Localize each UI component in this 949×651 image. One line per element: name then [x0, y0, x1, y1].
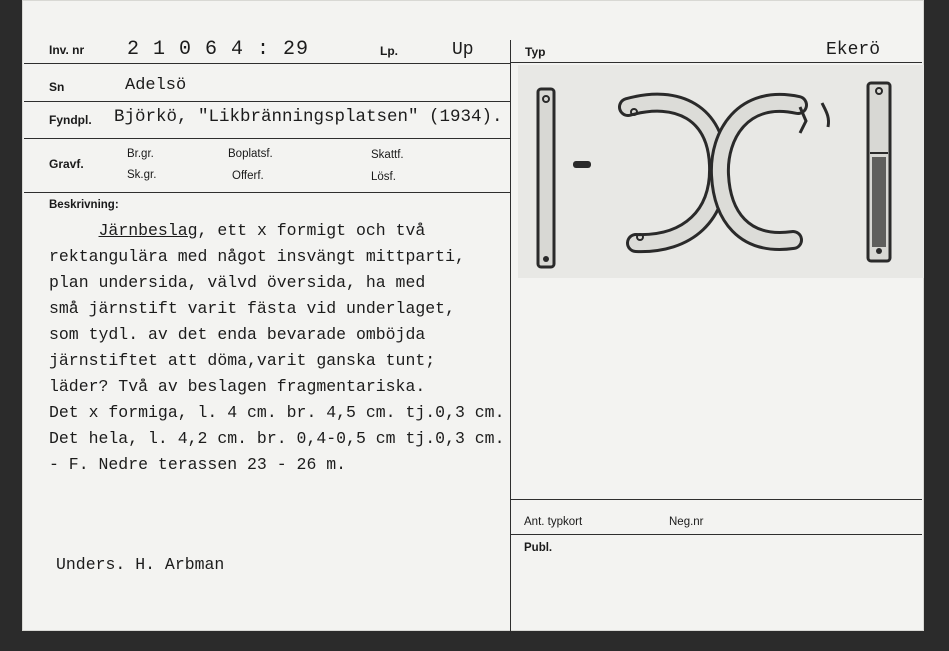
artifact-photo	[518, 65, 924, 278]
fyndpl-value: Björkö, "Likbränningsplatsen" (1934).	[114, 107, 503, 127]
description-line: som tydl. av det enda bevarade omböjda	[49, 325, 426, 344]
rule-fyndpl	[24, 138, 510, 139]
iron-fittings-drawing	[518, 65, 924, 278]
inv-nr-label: Inv. nr	[49, 43, 85, 57]
sn-label: Sn	[49, 80, 65, 94]
gravf-label: Gravf.	[49, 157, 84, 171]
offerf-label: Offerf.	[232, 170, 264, 182]
losf-label: Lösf.	[371, 171, 396, 183]
ant-typkort-label: Ant. typkort	[524, 516, 583, 528]
description-line-1: Järnbeslag, ett x formigt och två	[98, 221, 426, 240]
description-line: Det hela, l. 4,2 cm. br. 0,4-0,5 cm tj.0,3 cm.	[49, 429, 505, 448]
lp-label: Lp.	[380, 44, 398, 58]
publ-label: Publ.	[524, 542, 553, 554]
description-line: - F. Nedre terassen 23 - 26 m.	[49, 455, 347, 474]
inv-nr-value: 2 1 0 6 4 : 29	[127, 38, 310, 61]
description-line: läder? Två av beslagen fragmentariska.	[49, 377, 426, 396]
description-keyword: Järnbeslag	[98, 221, 198, 240]
description-line: rektangulära med något insvängt mittparti,	[49, 247, 465, 266]
fyndpl-label: Fyndpl.	[49, 113, 92, 127]
beskrivning-label: Beskrivning:	[49, 199, 119, 211]
rule-ant	[511, 499, 922, 500]
typ-value: Ekerö	[826, 40, 881, 60]
typ-label: Typ	[525, 45, 546, 59]
rule-publ	[511, 534, 922, 535]
rule-typ	[511, 62, 922, 63]
unders-signature: Unders. H. Arbman	[56, 555, 225, 574]
column-divider	[510, 40, 511, 631]
description-line: Det x formiga, l. 4 cm. br. 4,5 cm. tj.0,3 cm.	[49, 403, 505, 422]
rule-gravf	[24, 192, 510, 193]
fragment-dash	[573, 161, 591, 168]
description-text	[49, 218, 504, 478]
negnr-label: Neg.nr	[669, 516, 704, 528]
description-line: plan undersida, välvd översida, ha med	[49, 273, 426, 292]
sn-value: Adelsö	[125, 76, 187, 95]
skattf-label: Skattf.	[371, 149, 404, 161]
skgr-label: Sk.gr.	[127, 169, 157, 181]
lp-value: Up	[452, 40, 474, 60]
rule-sn	[24, 101, 510, 102]
rect-fitting-left	[538, 89, 554, 267]
rule-header	[24, 63, 510, 64]
boplatsf-label: Boplatsf.	[228, 148, 273, 160]
description-line: små järnstift varit fästa vid underlaget,	[49, 299, 455, 318]
catalog-card	[22, 0, 924, 631]
brgr-label: Br.gr.	[127, 148, 154, 160]
description-line: järnstiftet att döma,varit ganska tunt;	[49, 351, 436, 370]
